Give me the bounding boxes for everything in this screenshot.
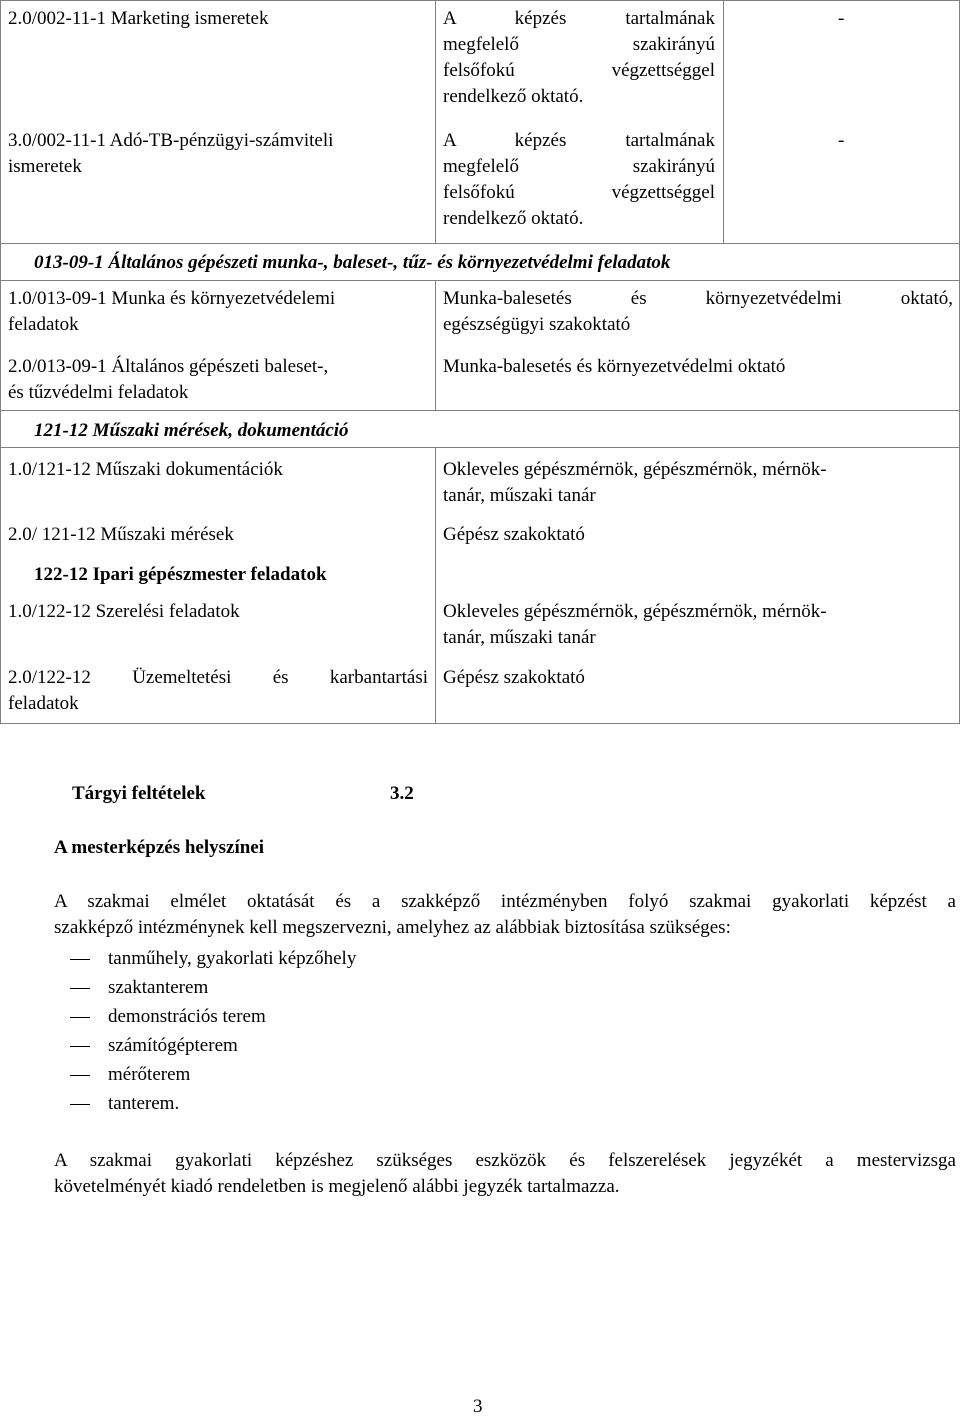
- table-rule: [0, 243, 960, 244]
- module-line: és tűzvédelmi feladatok: [8, 382, 189, 403]
- paragraph: [54, 889, 956, 941]
- section-heading: 013-09-1 Általános gépészeti munka-, baleset-, tűz- és környezetvédelmi feladatok: [34, 252, 671, 273]
- table-border-top: [0, 0, 960, 1]
- paragraph-line: követelményét kiadó rendeletben is megjelenő alábbi jegyzék tartalmazza.: [54, 1176, 620, 1197]
- section-heading: 121-12 Műszaki mérések, dokumentáció: [34, 420, 349, 441]
- module-name: [8, 354, 328, 406]
- list-item-label: szaktanterem: [108, 977, 209, 998]
- dash-bullet-icon: [70, 959, 90, 960]
- module-name: 1.0/121-12 Műszaki dokumentációk: [8, 459, 283, 480]
- paragraph: [54, 1148, 956, 1200]
- table-rule: [0, 447, 960, 448]
- extra-cell: -: [838, 130, 845, 151]
- requirement-line: A képzés tartalmának: [443, 130, 715, 151]
- subheading: A mesterképzés helyszínei: [54, 837, 265, 858]
- page-number: 3: [473, 1396, 483, 1417]
- module-line: ismeretek: [8, 156, 82, 177]
- dash-bullet-icon: [70, 1017, 90, 1018]
- extra-cell: -: [838, 8, 845, 29]
- requirement-line: Okleveles gépészmérnök, gépészmérnök, mérnök-: [443, 601, 827, 622]
- section-title: Tárgyi feltételek: [72, 783, 206, 804]
- requirement-line: felsőfokú végzettséggel: [443, 182, 715, 203]
- table-col-divider-2: [723, 0, 724, 243]
- list-item-label: demonstrációs terem: [108, 1006, 266, 1027]
- list-item-label: tanterem.: [108, 1093, 180, 1114]
- requirement-line: Munka-balesetés és környezetvédelmi oktató,: [443, 288, 953, 309]
- module-line: 2.0/122-12 Üzemeltetési és karbantartási: [8, 667, 428, 688]
- requirement-line: Okleveles gépészmérnök, gépészmérnök, mérnök-: [443, 459, 827, 480]
- requirement-cell: [443, 522, 585, 548]
- requirement-cell: [443, 665, 585, 691]
- table-col-divider-1: [435, 0, 436, 243]
- module-name: 2.0/002-11-1 Marketing ismeretek: [8, 8, 269, 29]
- module-line: feladatok: [8, 314, 79, 335]
- requirement-line: A képzés tartalmának: [443, 8, 715, 29]
- requirement-line: tanár, műszaki tanár: [443, 485, 596, 506]
- table-rule: [0, 280, 960, 281]
- module-line: 2.0/013-09-1 Általános gépészeti baleset-,: [8, 356, 329, 377]
- requirement-cell: [443, 354, 785, 380]
- requirement-line: megfelelő szakirányú: [443, 156, 715, 177]
- requirement-line: Gépész szakoktató: [443, 524, 585, 545]
- requirement-line: Munka-balesetés és környezetvédelmi oktató: [443, 356, 786, 377]
- module-name: [8, 665, 428, 717]
- requirement-line: Gépész szakoktató: [443, 667, 585, 688]
- table-col-divider-3: [435, 280, 436, 410]
- requirement-line: megfelelő szakirányú: [443, 34, 715, 55]
- paragraph-line: szakképző intézménynek kell megszervezni, amelyhez az alábbiak biztosítása szükséges:: [54, 917, 731, 938]
- module-line: feladatok: [8, 693, 79, 714]
- requirement-cell: [443, 286, 953, 338]
- module-line: 1.0/013-09-1 Munka és környezetvédelemi: [8, 288, 336, 309]
- list-item-label: mérőterem: [108, 1064, 191, 1085]
- requirement-cell: [443, 128, 715, 232]
- list-item-label: számítógépterem: [108, 1035, 238, 1056]
- requirement-line: rendelkező oktató.: [443, 86, 584, 107]
- table-border-bottom: [0, 723, 960, 724]
- module-name: 1.0/122-12 Szerelési feladatok: [8, 601, 240, 622]
- module-name: 2.0/ 121-12 Műszaki mérések: [8, 524, 234, 545]
- requirement-line: egészségügyi szakoktató: [443, 314, 631, 335]
- dash-bullet-icon: [70, 1075, 90, 1076]
- module-name: [8, 286, 335, 338]
- module-line: 3.0/002-11-1 Adó-TB-pénzügyi-számviteli: [8, 130, 334, 151]
- requirement-cell: [443, 599, 827, 651]
- list-item-label: tanműhely, gyakorlati képzőhely: [108, 948, 357, 969]
- paragraph-line: A szakmai elmélet oktatását és a szakképző intézményben folyó szakmai gyakorlati képzést a: [54, 891, 956, 912]
- requirement-line: felsőfokú végzettséggel: [443, 60, 715, 81]
- table-rule: [0, 410, 960, 411]
- table-col-divider-4: [435, 447, 436, 723]
- requirement-line: tanár, műszaki tanár: [443, 627, 596, 648]
- requirement-cell: [443, 457, 827, 509]
- paragraph-line: A szakmai gyakorlati képzéshez szükséges eszközök és felszerelések jegyzékét a mestervizsga: [54, 1150, 956, 1171]
- requirement-cell: [443, 6, 715, 110]
- section-heading: 122-12 Ipari gépészmester feladatok: [34, 564, 327, 585]
- dash-bullet-icon: [70, 988, 90, 989]
- dash-bullet-icon: [70, 1046, 90, 1047]
- module-name: [8, 128, 333, 180]
- dash-bullet-icon: [70, 1104, 90, 1105]
- requirement-line: rendelkező oktató.: [443, 208, 584, 229]
- table-border-left: [0, 0, 1, 723]
- section-number: 3.2: [390, 783, 414, 804]
